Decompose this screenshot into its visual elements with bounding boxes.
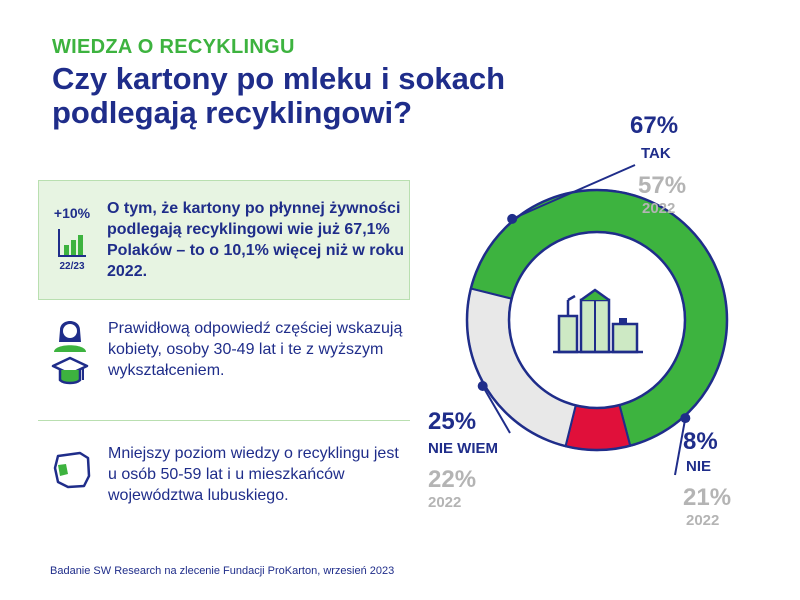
insight-text-1: Prawidłową odpowiedź częściej wskazują kobiety, osoby 30-49 lat i te z wyższym wykształceniem.	[108, 320, 403, 379]
label-tak-name: TAK	[641, 145, 671, 162]
leader-dot-tak	[507, 214, 517, 224]
leader-dot-nie-wiem	[478, 381, 488, 391]
label-tak-prev: 57%	[638, 172, 687, 199]
label-tak-year: 2022	[642, 200, 676, 217]
page-title: Czy kartony po mleku i sokach podlegają recyklingowi?	[52, 61, 506, 130]
leader-dot-nie	[680, 413, 690, 423]
beverage-cartons-icon	[553, 290, 643, 352]
growth-percent: +10%	[53, 205, 91, 221]
highlight-text: O tym, że kartony po płynnej żywności podlegają recyklingowi wie już 67,1% Polaków – to o 10,1% więcej niż w roku 2022.	[107, 200, 404, 280]
label-nie-name: NIE	[686, 458, 712, 475]
growth-period: 22/23	[59, 261, 85, 272]
insight-text-2: Mniejszy poziom wiedzy o recyklingu jest u osób 50-59 lat i u mieszkańców województwa lubuskiego.	[108, 445, 399, 504]
label-nie-value: 8%	[683, 428, 718, 455]
slice-nie	[566, 405, 631, 450]
label-tak-value: 67%	[630, 112, 679, 139]
source-note: Badanie SW Research na zlecenie Fundacji ProKarton, wrzesień 2023	[50, 565, 395, 577]
label-nie-wiem-prev: 22%	[428, 466, 477, 493]
label-nie-wiem-name: NIE WIEM	[428, 440, 498, 457]
label-nie-prev: 21%	[683, 484, 732, 511]
kicker: WIEDZA O RECYKLINGU	[52, 36, 295, 58]
label-nie-year: 2022	[686, 512, 720, 529]
label-nie-wiem-year: 2022	[428, 494, 462, 511]
label-nie-wiem-value: 25%	[428, 408, 477, 435]
